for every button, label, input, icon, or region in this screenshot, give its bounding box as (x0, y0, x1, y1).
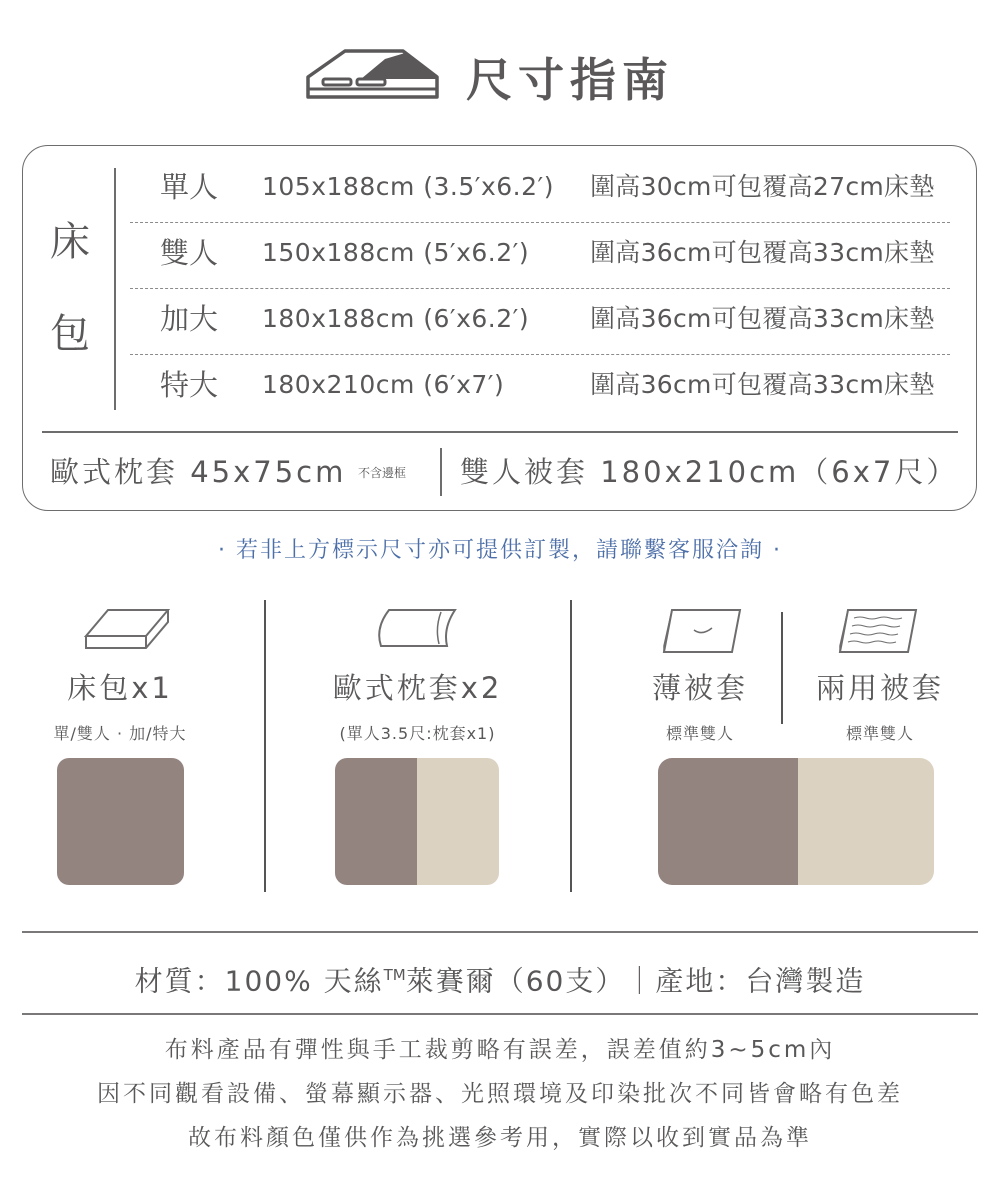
material-origin (0, 955, 1000, 1001)
row-divider (130, 222, 950, 223)
product-title: 床包x1 (67, 671, 173, 705)
size-name: 雙人 (160, 236, 219, 270)
dual-use-duvet-icon (836, 606, 920, 658)
divider (22, 931, 978, 933)
disclaimer-line: 布料產品有彈性與手工裁剪略有誤差，誤差值約3~5cm內 (164, 1037, 836, 1063)
divider (440, 448, 442, 496)
size-note: 圍高36cm可包覆高33cm床墊 (590, 370, 935, 399)
size-dimension: 150x188cm (5′x6.2′) (262, 238, 530, 267)
color-swatch (335, 758, 499, 885)
size-dimension: 180x188cm (6′x6.2′) (262, 304, 530, 333)
size-dimension: 180x210cm (6′x7′) (262, 370, 505, 399)
divider (264, 600, 266, 892)
row-divider (130, 354, 950, 355)
disclaimer-line: 因不同觀看設備、螢幕顯示器、光照環境及印染批次不同皆會略有色差 (97, 1081, 903, 1107)
bed-house-icon (305, 45, 440, 103)
material-origin-text: 萊賽爾（60支）｜產地：台灣製造 (405, 964, 866, 998)
custom-order-note: · 若非上方標示尺寸亦可提供訂製，請聯繫客服洽詢 · (218, 538, 782, 563)
size-note: 圍高30cm可包覆高27cm床墊 (590, 172, 935, 201)
divider (42, 431, 958, 433)
product-title: 兩用被套 (815, 671, 944, 705)
row-divider (130, 288, 950, 289)
bed-sheet-label-2: 包 (50, 311, 90, 357)
size-dimension: 105x188cm (3.5′x6.2′) (262, 172, 554, 201)
divider (22, 1013, 978, 1015)
pillowcase-size: 歐式枕套 45x75cm (50, 455, 347, 489)
bed-sheet-label-1: 床 (50, 219, 90, 265)
thin-duvet-icon (660, 606, 744, 658)
divider (781, 612, 783, 724)
product-subtitle: 標準雙人 (665, 724, 734, 743)
color-swatch (658, 758, 934, 885)
product-title: 歐式枕套x2 (332, 671, 503, 705)
divider (570, 600, 572, 892)
product-title: 薄被套 (651, 671, 748, 705)
product-subtitle: 標準雙人 (845, 724, 914, 743)
product-subtitle: 單/雙人 · 加/特大 (53, 724, 187, 743)
duvet-size: 雙人被套 180x210cm（6x7尺） (460, 455, 959, 489)
size-note: 圍高36cm可包覆高33cm床墊 (590, 238, 935, 267)
divider (114, 168, 116, 410)
material-text: 材質：100% 天絲 (134, 964, 384, 998)
size-name: 單人 (160, 170, 219, 204)
pillowcase-size-note: 不含邊框 (358, 466, 407, 480)
size-name: 加大 (160, 302, 219, 336)
trademark: TM (383, 966, 406, 984)
disclaimer-line: 故布料顏色僅供作為挑選參考用，實際以收到實品為準 (188, 1125, 812, 1151)
product-subtitle: (單人3.5尺:枕套x1) (339, 724, 496, 743)
size-name: 特大 (160, 368, 219, 402)
page-title: 尺寸指南 (466, 53, 674, 107)
fitted-sheet-icon (82, 606, 172, 652)
color-swatch (57, 758, 184, 885)
pillow-icon (375, 606, 460, 650)
size-note: 圍高36cm可包覆高33cm床墊 (590, 304, 935, 333)
